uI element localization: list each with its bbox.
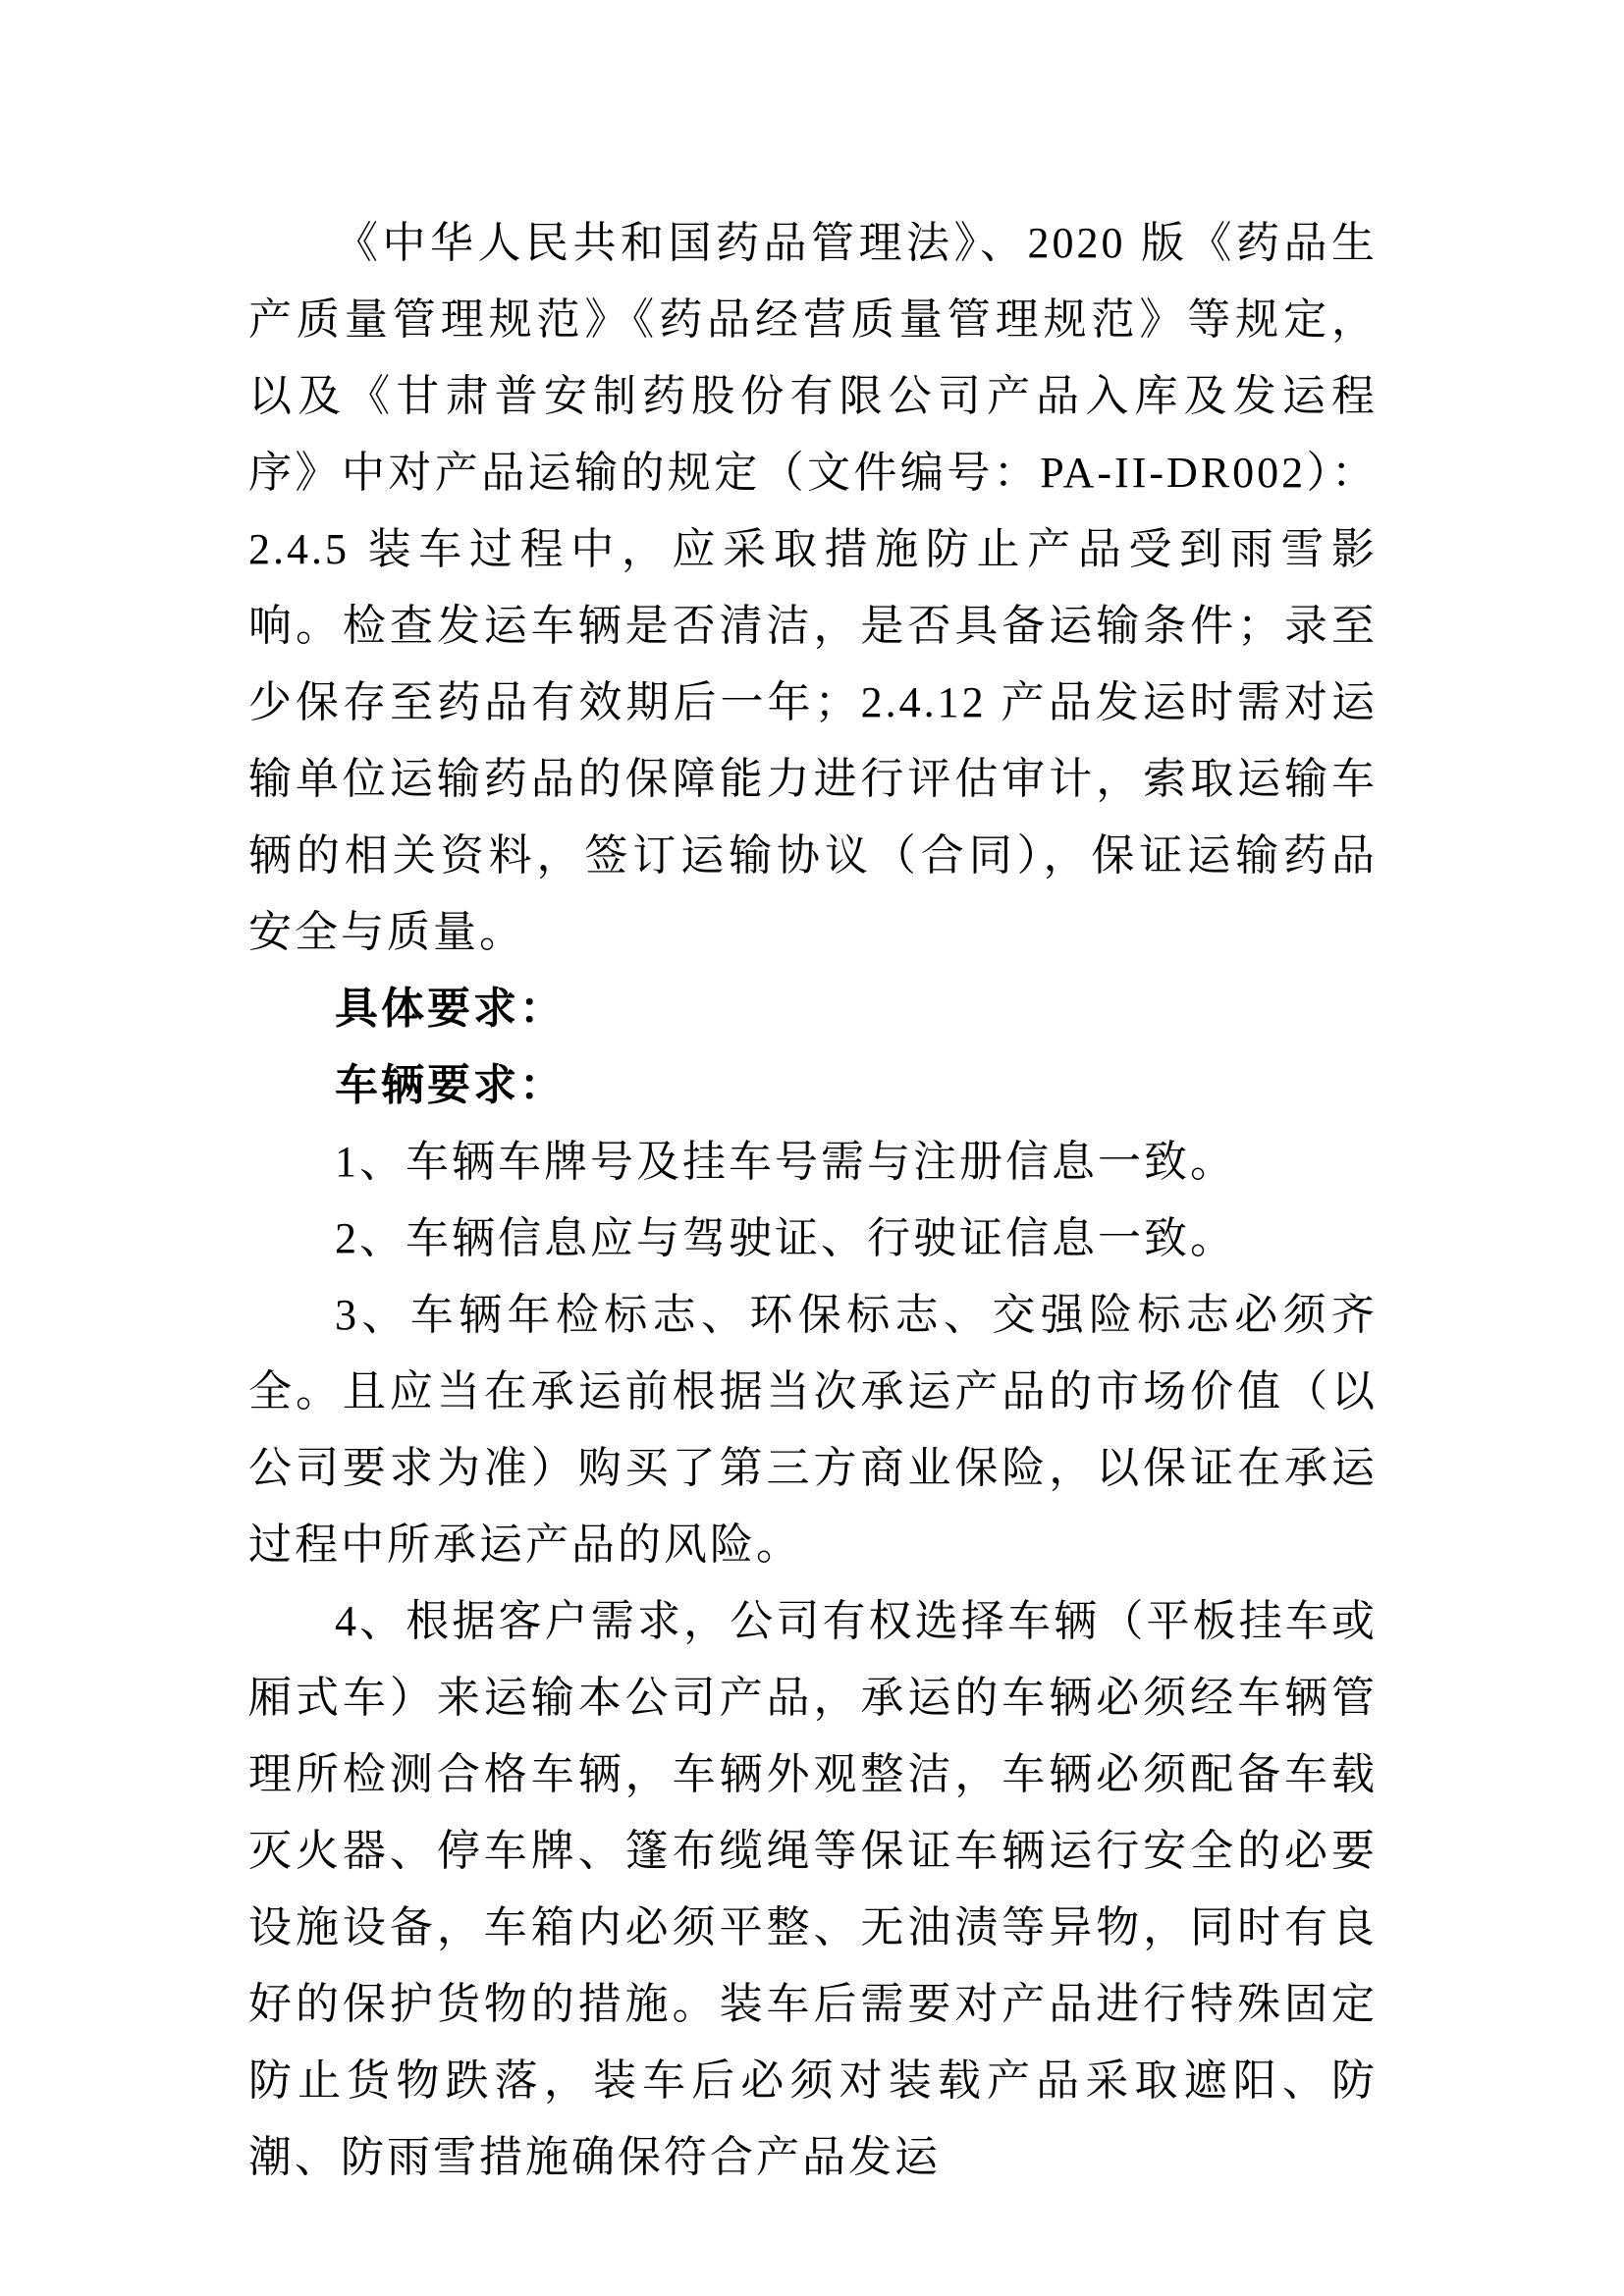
heading-specific-requirements: 具体要求：	[335, 985, 566, 1033]
document-content	[248, 205, 1378, 2196]
heading-vehicle-requirements: 车辆要求：	[335, 1061, 566, 1109]
list-item-4-vehicle-selection: 4、根据客户需求，公司有权选择车辆（平板挂车或厢式车）来运输本公司产品，承运的车辆必须经车辆管理所检测合格车辆，车辆外观整洁，车辆必须配备车载灭火器、停车牌、篷布缆绳等保证车辆运行安全的必要设施设备，车箱内必须平整、无油渍等异物，同时有良好的保护货物的措施。装车后需要对产品进行特殊固定防止货物跌落，装车后必须对装载产品采取遮阳、防潮、防雨雪措施确保符合产品发运	[248, 1597, 1378, 2181]
list-item-1-plate-number: 1、车辆车牌号及挂车号需与注册信息一致。	[335, 1138, 1236, 1186]
paragraph-regulation-citation: 《中华人民共和国药品管理法》、2020 版《药品生产质量管理规范》《药品经营质量管理规范》等规定，以及《甘肃普安制药股份有限公司产品入库及发运程序》中对产品运输的规定（文件编号：PA-II-DR002）：2.4.5 装车过程中，应采取措施防止产品受到雨雪影响。检查发运车辆是否清洁，是否具备运输条件；录至少保存至药品有效期后一年；2.4.12 产品发运时需对运输单位运输药品的保障能力进行评估审计，索取运输车辆的相关资料，签订运输协议（合同），保证运输药品安全与质量。	[248, 219, 1378, 956]
list-item-3-inspection-insurance: 3、车辆年检标志、环保标志、交强险标志必须齐全。且应当在承运前根据当次承运产品的市场价值（以公司要求为准）购买了第三方商业保险，以保证在承运过程中所承运产品的风险。	[248, 1291, 1378, 1569]
list-item-2-licenses: 2、车辆信息应与驾驶证、行驶证信息一致。	[335, 1214, 1236, 1262]
